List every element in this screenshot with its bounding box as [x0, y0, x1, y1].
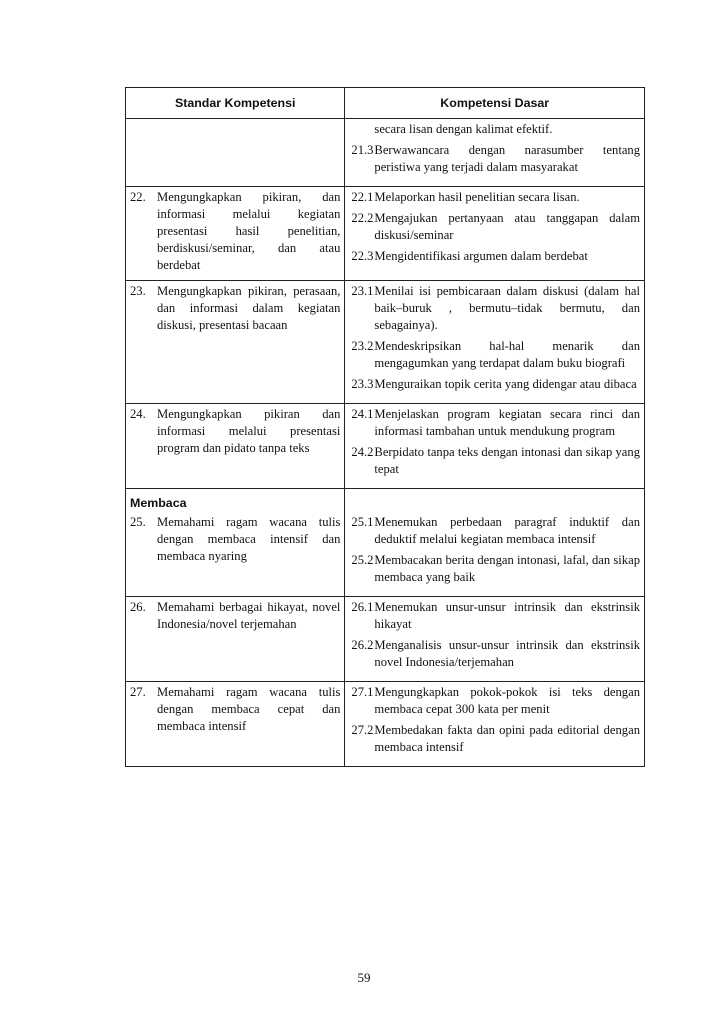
kd-number: 26.2 — [351, 638, 374, 652]
kd-item — [351, 210, 640, 244]
kd-item — [351, 406, 640, 440]
sk-text: Memahami ragam wacana tulis dengan membaca cepat dan membaca intensif — [157, 685, 341, 733]
kd-item — [351, 637, 640, 671]
kd-number: 27.2 — [351, 723, 374, 737]
kd-cell — [345, 682, 645, 767]
table-row — [126, 404, 645, 489]
table-row — [126, 597, 645, 682]
kd-number: 23.2 — [351, 339, 374, 353]
kd-cell — [345, 404, 645, 489]
kd-number: 22.1 — [351, 190, 374, 204]
kd-number: 25.2 — [351, 553, 374, 567]
sk-text: Memahami berbagai hikayat, novel Indonesia/novel terjemahan — [157, 600, 341, 631]
kd-item — [351, 338, 640, 372]
sk-number: 25. — [130, 515, 146, 529]
kd-text: Menjelaskan program kegiatan secara rinci dan informasi tambahan untuk mendukung program — [374, 407, 640, 438]
sk-item — [130, 189, 340, 274]
section-label-membaca: Membaca — [130, 496, 187, 510]
sk-cell — [126, 281, 345, 404]
kd-text: Menguraikan topik cerita yang didengar atau dibaca — [374, 377, 637, 391]
kd-item — [351, 514, 640, 548]
table-header-row — [126, 88, 645, 119]
kd-item — [351, 552, 640, 586]
kd-item — [351, 684, 640, 718]
kd-text: Mengungkapkan pokok-pokok isi teks dengan membaca cepat 300 kata per menit — [374, 685, 640, 716]
sk-text: Mengungkapkan pikiran, dan informasi melalui kegiatan presentasi hasil penelitian, berdiskusi/seminar, dan atau berdebat — [157, 190, 341, 272]
kd-text: Menilai isi pembicaraan dalam diskusi (dalam hal baik–buruk , bermutu–tidak bermutu, dan sebagainya). — [374, 284, 640, 332]
header-standar-kompetensi: Standar Kompetensi — [126, 88, 345, 119]
sk-item — [130, 406, 340, 457]
kd-text: Menemukan unsur-unsur intrinsik dan ekstrinsik hikayat — [374, 600, 640, 631]
kd-text: Mendeskripsikan hal-hal menarik dan mengagumkan yang terdapat dalam buku biografi — [374, 339, 640, 370]
kd-text: Membacakan berita dengan intonasi, lafal, dan sikap membaca yang baik — [374, 553, 640, 584]
kd-number: 22.3 — [351, 249, 374, 263]
kd-number: 21.3 — [351, 143, 374, 157]
kd-number: 27.1 — [351, 685, 374, 699]
table-row — [126, 489, 645, 597]
sk-cell — [126, 404, 345, 489]
competency-table — [125, 87, 645, 767]
sk-item — [130, 283, 340, 334]
kd-number: 22.2 — [351, 211, 374, 225]
section-spacer — [351, 491, 640, 514]
kd-item — [351, 142, 640, 176]
kd-cell — [345, 187, 645, 281]
kd-text: Melaporkan hasil penelitian secara lisan. — [374, 190, 580, 204]
kd-item — [351, 722, 640, 756]
kd-item-continuation: secara lisan dengan kalimat efektif. — [374, 122, 553, 136]
kd-item — [351, 189, 640, 206]
sk-text: Mengungkapkan pikiran, perasaan, dan informasi dalam kegiatan diskusi, presentasi bacaan — [157, 284, 341, 332]
kd-item — [351, 444, 640, 478]
sk-cell — [126, 597, 345, 682]
kd-text: Mengajukan pertanyaan atau tanggapan dalam diskusi/seminar — [374, 211, 640, 242]
kd-text: Membedakan fakta dan opini pada editorial dengan membaca intensif — [374, 723, 640, 754]
kd-item — [351, 248, 640, 265]
kd-number: 23.3 — [351, 377, 374, 391]
kd-cell — [345, 489, 645, 597]
sk-text: Mengungkapkan pikiran dan informasi melalui presentasi program dan pidato tanpa teks — [157, 407, 341, 455]
kd-text: Berwawancara dengan narasumber tentang peristiwa yang terjadi dalam masyarakat — [374, 143, 640, 174]
kd-text: Menemukan perbedaan paragraf induktif dan deduktif melalui kegiatan membaca intensif — [374, 515, 640, 546]
kd-number: 23.1 — [351, 284, 374, 298]
table-row — [126, 281, 645, 404]
sk-item — [130, 684, 340, 735]
kd-number: 24.1 — [351, 407, 374, 421]
table-row — [126, 119, 645, 187]
sk-number: 26. — [130, 600, 146, 614]
sk-cell — [126, 682, 345, 767]
page-number: 59 — [357, 970, 371, 985]
kd-cell — [345, 597, 645, 682]
kd-cell — [345, 281, 645, 404]
sk-cell — [126, 187, 345, 281]
sk-number: 22. — [130, 190, 146, 204]
kd-item — [351, 599, 640, 633]
kd-number: 24.2 — [351, 445, 374, 459]
kd-item — [351, 376, 640, 393]
sk-cell — [126, 489, 345, 597]
kd-cell — [345, 119, 645, 187]
table-row — [126, 187, 645, 281]
sk-item — [130, 514, 340, 565]
header-kompetensi-dasar: Kompetensi Dasar — [345, 88, 645, 119]
sk-cell-empty — [126, 119, 345, 187]
table-row — [126, 682, 645, 767]
kd-item — [351, 283, 640, 334]
kd-text: Berpidato tanpa teks dengan intonasi dan sikap yang tepat — [374, 445, 640, 476]
kd-text: Menganalisis unsur-unsur intrinsik dan ekstrinsik novel Indonesia/terjemahan — [374, 638, 640, 669]
sk-number: 23. — [130, 284, 146, 298]
sk-text: Memahami ragam wacana tulis dengan membaca intensif dan membaca nyaring — [157, 515, 341, 563]
sk-item — [130, 599, 340, 633]
kd-number: 25.1 — [351, 515, 374, 529]
kd-text: Mengidentifikasi argumen dalam berdebat — [374, 249, 588, 263]
sk-number: 24. — [130, 407, 146, 421]
sk-number: 27. — [130, 685, 146, 699]
kd-number: 26.1 — [351, 600, 374, 614]
